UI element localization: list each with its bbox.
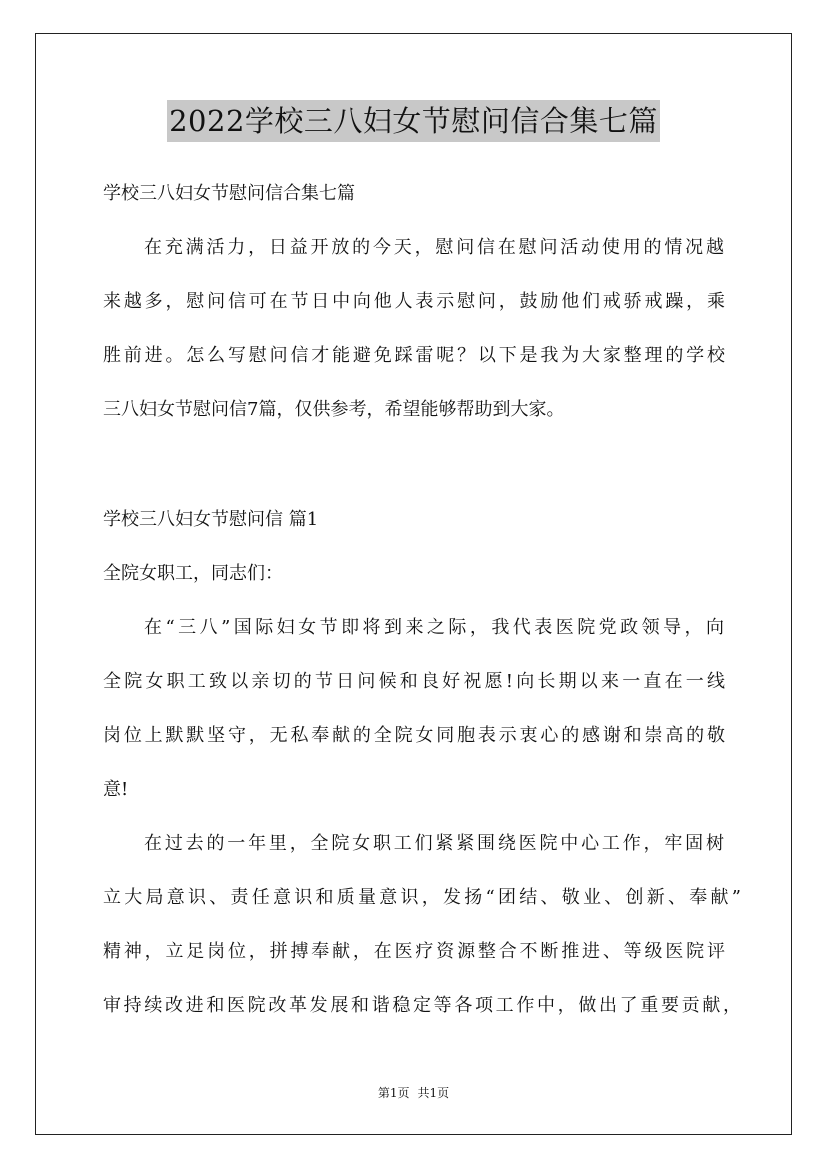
page-number: 第1页	[377, 1086, 410, 1100]
subtitle: 学校三八妇女节慰问信合集七篇	[103, 183, 355, 204]
salutation: 全院女职工，同志们：	[103, 563, 283, 584]
paragraph-line: 全院女职工致以亲切的节日问候和良好祝愿!向长期以来一直在一线	[103, 671, 725, 692]
paragraph-line: 立大局意识、责任意识和质量意识，发扬“团结、敬业、创新、奉献”	[103, 887, 741, 908]
intro-line: 胜前进。怎么写慰问信才能避免踩雷呢？以下是我为大家整理的学校	[103, 345, 725, 366]
paragraph-line: 审持续改进和医院改革发展和谐稳定等各项工作中，做出了重要贡献，	[103, 995, 741, 1016]
document-title-wrap	[0, 100, 827, 142]
document-title: 2022学校三八妇女节慰问信合集七篇	[167, 100, 660, 142]
intro-line: 三八妇女节慰问信7篇，仅供参考，希望能够帮助到大家。	[103, 399, 565, 420]
paragraph-line: 岗位上默默坚守，无私奉献的全院女同胞表示衷心的感谢和崇高的敬	[103, 725, 725, 746]
intro-line: 在充满活力，日益开放的今天，慰问信在慰问活动使用的情况越	[144, 237, 724, 258]
section-heading: 学校三八妇女节慰问信 篇1	[103, 509, 319, 530]
page-total: 共1页	[417, 1086, 450, 1100]
paragraph-line: 在“三八”国际妇女节即将到来之际，我代表医院党政领导，向	[144, 617, 724, 638]
paragraph-line: 在过去的一年里，全院女职工们紧紧围绕医院中心工作，牢固树	[144, 833, 724, 854]
paragraph-line: 意!	[103, 779, 129, 800]
intro-line: 来越多，慰问信可在节日中向他人表示慰问，鼓励他们戒骄戒躁，乘	[103, 291, 725, 312]
page-footer	[0, 1084, 827, 1101]
paragraph-line: 精神，立足岗位，拼搏奉献，在医疗资源整合不断推进、等级医院评	[103, 941, 725, 962]
